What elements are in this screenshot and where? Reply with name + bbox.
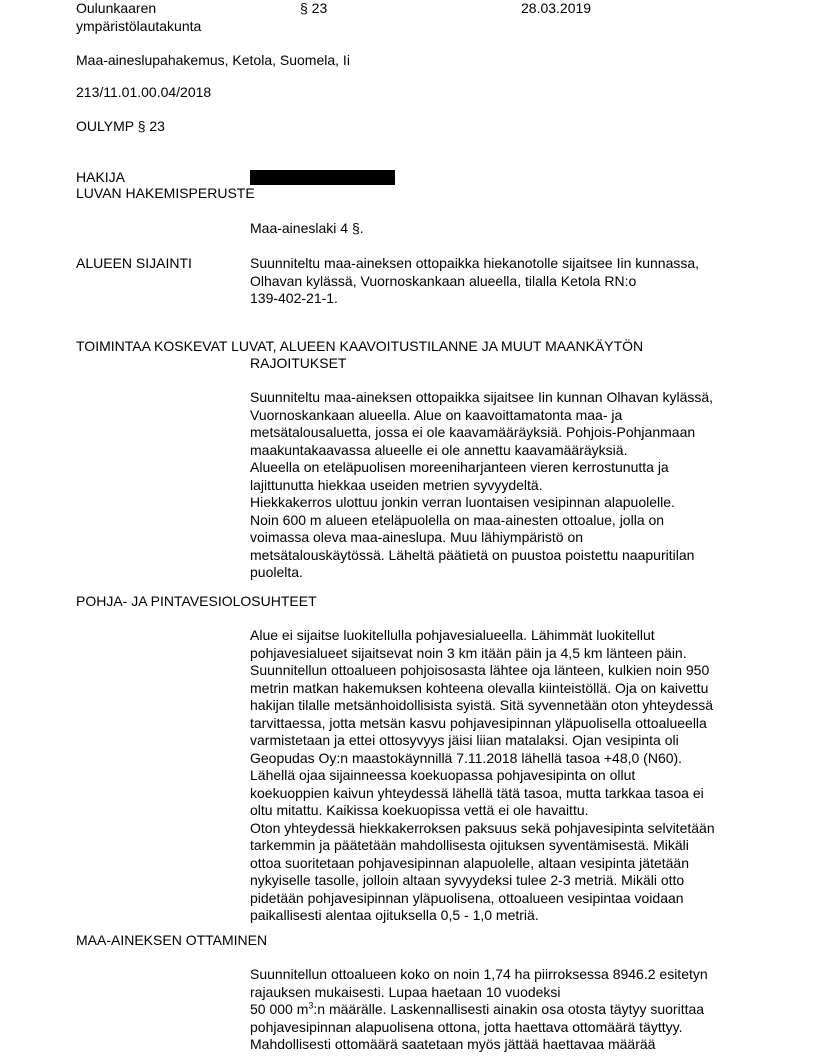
permits-line: Noin 600 m alueen eteläpuolella on maa-ainesten ottoalue, jolla on (250, 511, 665, 528)
organization-line-2: ympäristölautakunta (76, 17, 202, 34)
water-line: oltu mitattu. Kaikissa koekuopissa vettä ei ole havaittu. (250, 802, 589, 818)
location-line: 139-402-21-1. (250, 290, 338, 306)
permits-line: lajittunutta hiekkaa useiden metrien syvyydeltä. (250, 476, 543, 493)
permits-line: metsätalousaluetta, jossa ei ole kaavamääräyksiä. Pohjois-Pohjanmaan (250, 424, 696, 440)
water-line: hakijan tilalle metsänhoidollisista syistä. Sitä syvennetään oton yhteydessä (250, 697, 714, 713)
permits-heading-cont: RAJOITUKSET (250, 355, 347, 371)
extraction-heading: MAA-AINEKSEN OTTAMINEN (76, 932, 268, 948)
cubic-superscript: 3 (308, 1000, 314, 1011)
water-line: varmistetaan ja ettei ottosyvyys jäisi liian matalaksi. Ojan vesipinta oli (250, 732, 679, 748)
extraction-line: Suunnitellun ottoalueen koko on noin 1,74 ha piirroksessa 8946.2 esitetyn (250, 966, 708, 982)
applicant-label: HAKIJA (76, 169, 126, 185)
extraction-line: Mahdollisesti ottomäärä saatetaan myös jättää haettavaa määrää (250, 1036, 656, 1052)
extraction-line-volume (250, 1001, 750, 1019)
basis-label: LUVAN HAKEMISPERUSTE (76, 185, 255, 201)
permits-line: Vuornoskankaan alueella. Alue on kaavoittamatonta maa- ja (250, 406, 623, 423)
water-line: tarkemmin ja päätetään mahdollisesta ojituksen syventämisestä. Mikäli (250, 837, 689, 853)
section-number: § 23 (300, 0, 328, 16)
water-line: Geopudas Oy:n maastokäynnillä 7.11.2018 lähellä tasoa +48,0 (N60). (250, 749, 683, 766)
permits-line: puolelta. (250, 564, 303, 580)
water-heading: POHJA- JA PINTAVESIOLOSUHTEET (76, 593, 317, 609)
water-line: Oton yhteydessä hiekkakerroksen paksuus sekä pohjavesipinta selvitetään (250, 819, 715, 836)
location-line: Suunniteltu maa-aineksen ottopaikka hiekanotolle sijaitsee Iin kunnassa, (250, 255, 700, 271)
extraction-text (250, 966, 750, 1054)
meeting-date: 28.03.2019 (521, 0, 592, 16)
water-line: metrin matkan hakemuksen kohteena olevalla kiinteistöllä. Oja on kaivettu (250, 679, 709, 696)
case-number: 213/11.01.00.04/2018 (76, 84, 212, 100)
water-text (250, 627, 750, 925)
location-text (250, 255, 750, 308)
extraction-line: pohjavesipinnan alapuolisena ottona, jotta haettava ottomäärä täyttyy. (250, 1018, 683, 1035)
water-line: nykyiselle tasolle, jolloin altaan syvyydeksi tulee 2-3 metriä. Mikäli otto (250, 872, 685, 888)
volume-value: 50 000 m (250, 1001, 309, 1017)
permits-text (250, 389, 750, 582)
water-line: paikallisesti alentaa ojituksella 0,5 - 1,0 metriä. (250, 907, 539, 923)
permits-line: Hiekkakerros ulottuu jonkin verran luontaisen vesipinnan alapuolelle. (250, 494, 675, 510)
water-line: tarvittaessa, jotta metsän kasvu pohjavesipinnan yläpuolisella ottoalueella (250, 714, 707, 731)
organization-line-1: Oulunkaaren (76, 0, 157, 16)
redacted-applicant-name (250, 170, 395, 185)
subject-title: Maa-aineslupahakemus, Ketola, Suomela, Ii (76, 52, 350, 68)
extraction-line: rajauksen mukaisesti. Lupaa haetaan 10 vuodeksi (250, 983, 561, 1000)
permits-line: Suunniteltu maa-aineksen ottopaikka sijaitsee Iin kunnan Olhavan kylässä, (250, 389, 714, 405)
basis-text: Maa-aineslaki 4 §. (250, 220, 364, 236)
water-line: ottoa suoritetaan pohjavesipinnan alapuolelle, altaan vesipinta jätetään (250, 854, 689, 871)
volume-text: :n määrälle. Laskennallisesti ainakin osa otosta täytyy suorittaa (313, 1001, 705, 1017)
permits-heading: TOIMINTAA KOSKEVAT LUVAT, ALUEEN KAAVOITUSTILANNE JA MUUT MAANKÄYTÖN (76, 338, 644, 354)
permits-line: maakuntakaavassa alueelle ei ole annettu kaavamääräyksiä. (250, 441, 628, 458)
water-line: pidetään pohjavesipinnan yläpuolisena, ottoalueen vesipintaa voidaan (250, 889, 684, 906)
permits-line: metsätalouskäytössä. Läheltä päätietä on puustoa poistettu naapuritilan (250, 546, 695, 563)
organization-name (76, 0, 201, 35)
water-line: koekuoppien kaivun yhteydessä lähellä tätä tasoa, mutta tarkkaa tasoa ei (250, 784, 704, 801)
permits-line: Alueella on eteläpuolisen moreeniharjanteen vieren kerrostunutta ja (250, 459, 669, 475)
water-line: pohjavesialueet sijaitsevat noin 3 km itään päin ja 4,5 km länteen päin. (250, 644, 687, 661)
location-line: Olhavan kylässä, Vuornoskankaan alueella, tilalla Ketola RN:o (250, 272, 637, 289)
water-line: Suunnitellun ottoalueen pohjoisosasta lähtee oja länteen, kulkien noin 950 (250, 662, 710, 678)
water-line: Alue ei sijaitse luokitellulla pohjavesialueella. Lähimmät luokitellut (250, 627, 655, 643)
water-line: Lähellä ojaa sijainneessa koekuopassa pohjavesipinta on ollut (250, 767, 636, 783)
permits-line: voimassa oleva maa-aineslupa. Muu lähiympäristö on (250, 529, 584, 545)
location-label: ALUEEN SIJAINTI (76, 255, 192, 271)
reference: OULYMP § 23 (76, 118, 165, 134)
